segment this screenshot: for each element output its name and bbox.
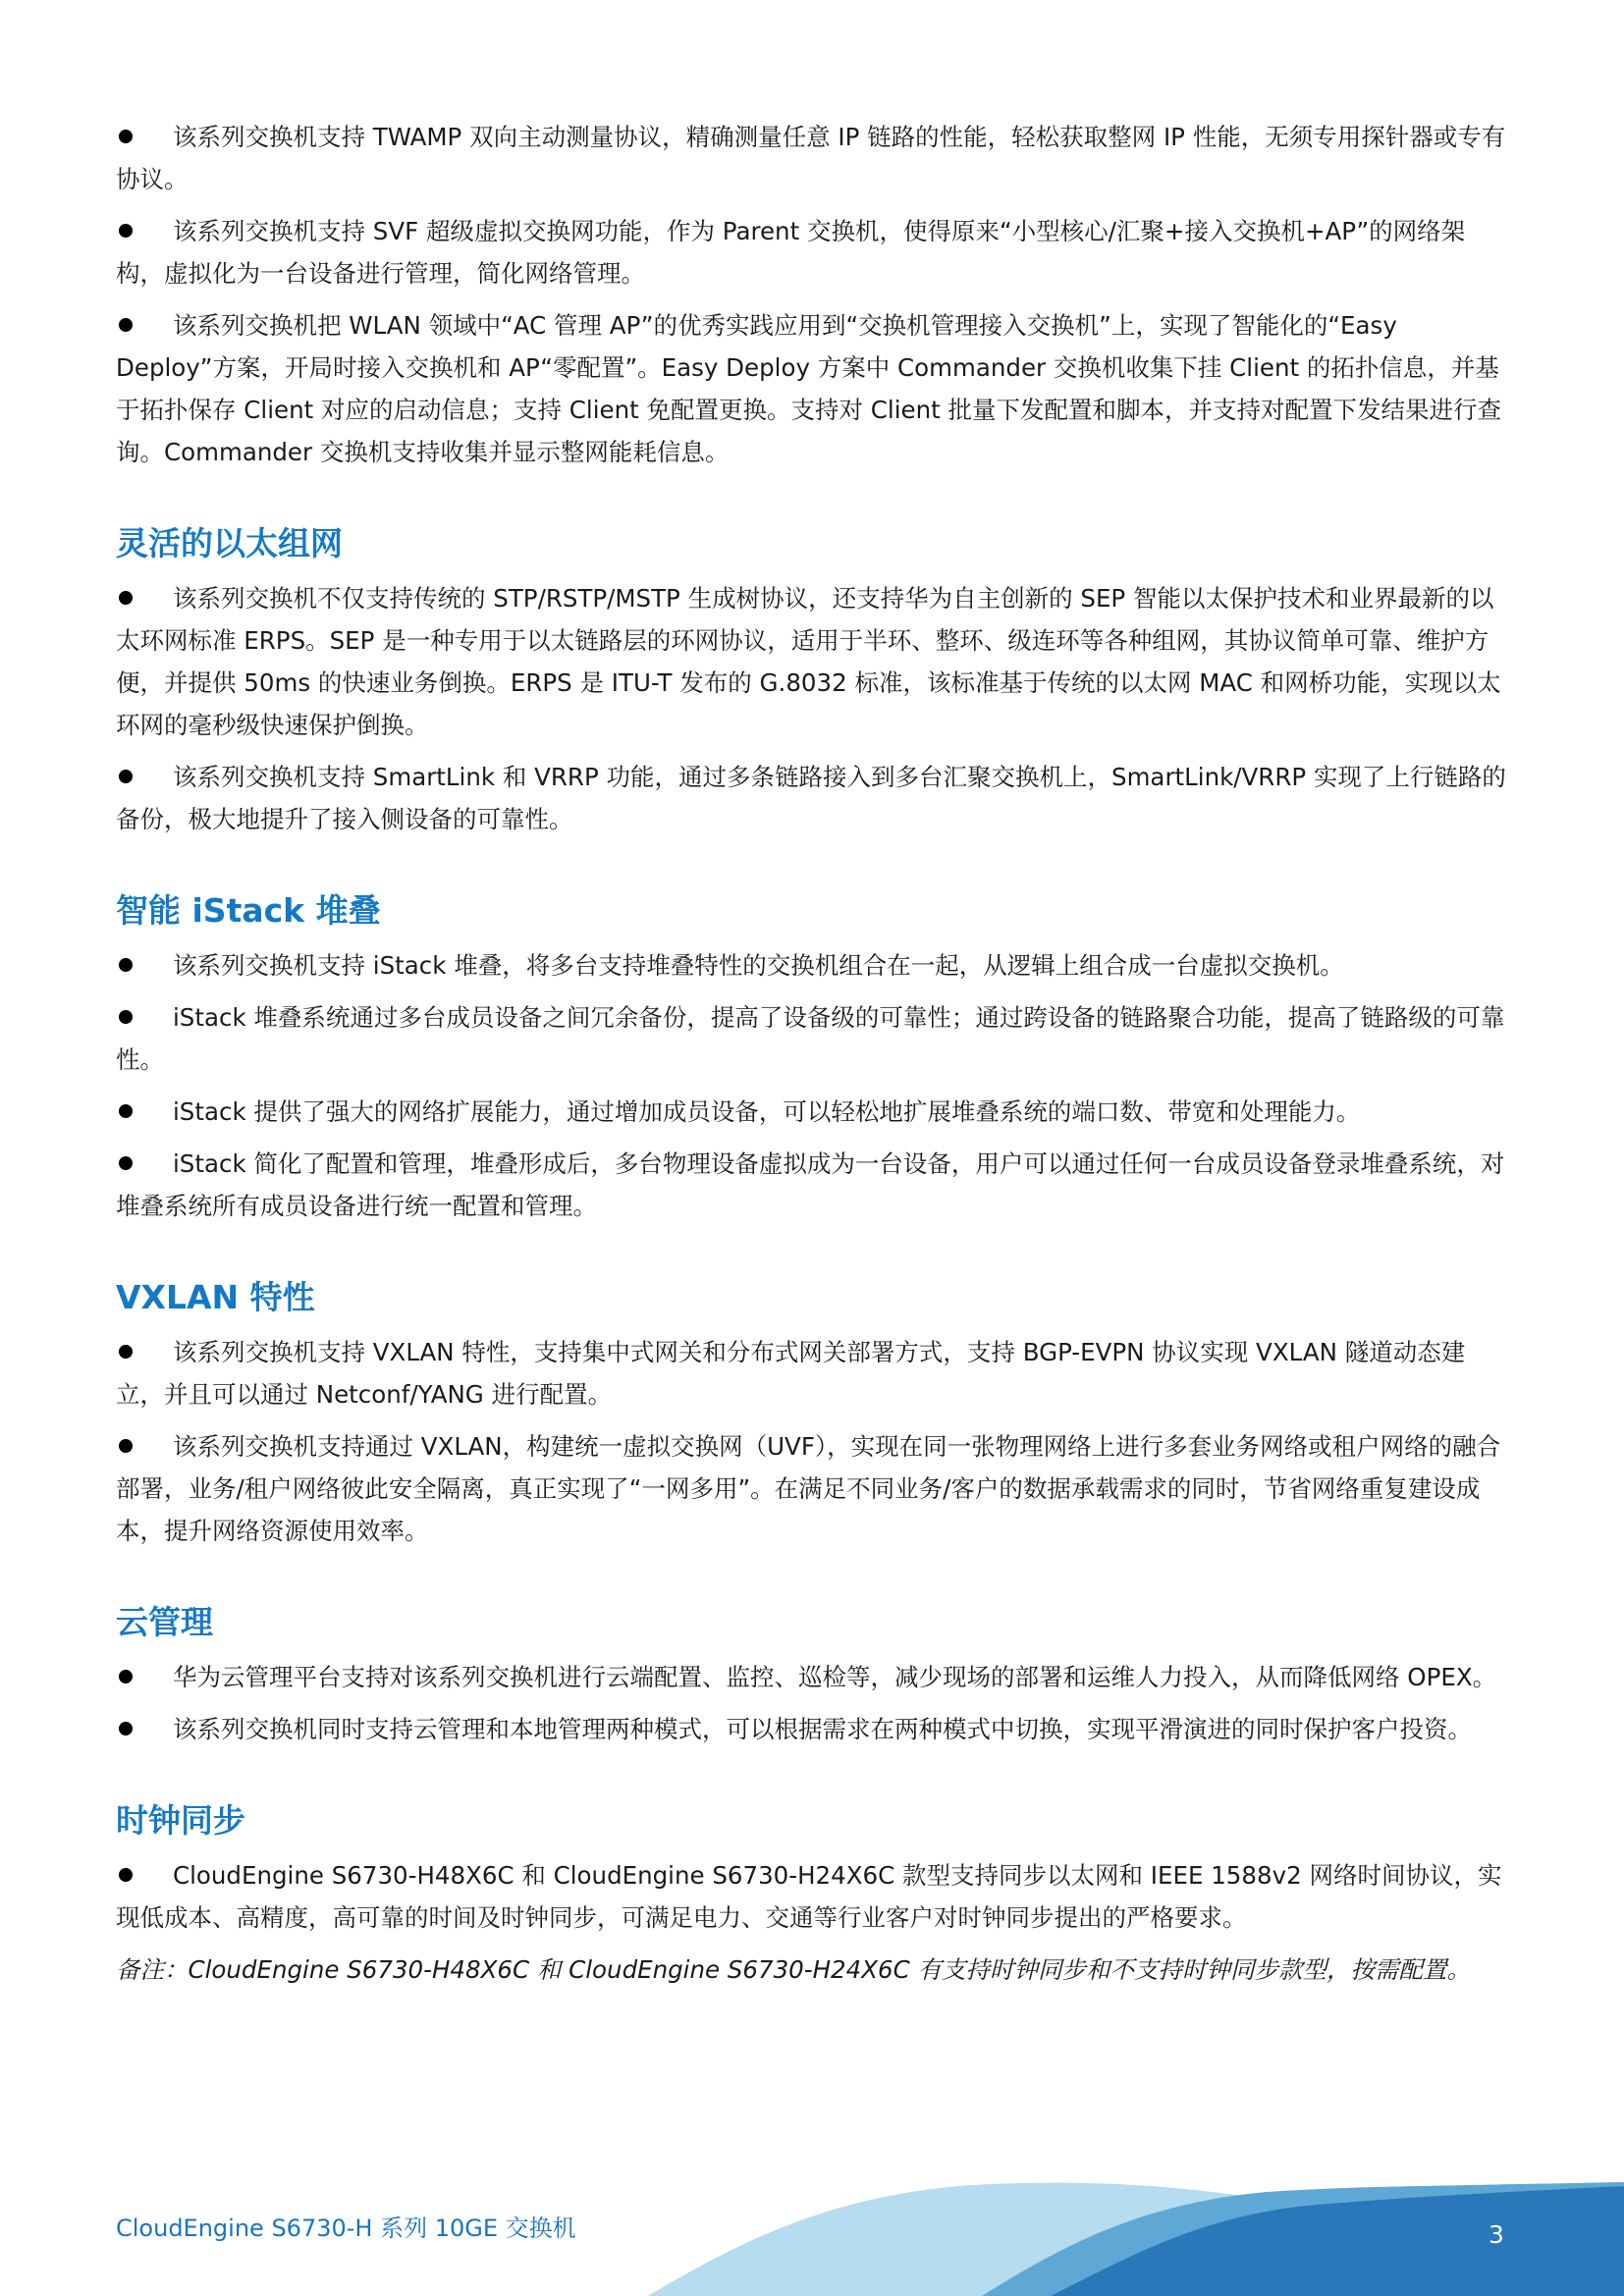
bullet-dot-icon [119,1722,133,1735]
bullet-text: 该系列交换机不仅支持传统的 STP/RSTP/MSTP 生成树协议，还支持华为自主创新的 SEP 智能以太保护技术和业界最新的以太环网标准 ERPS。SEP 是一种专用于以太链路层的环网协议，适用于半环、整环、级连环等各种组网，其协议简单可靠、维护方便，并提供 50ms 的快速业务倒换。ERPS 是 ITU-T 发布的 G.8032 标准，该标准基于传统的以太网 MAC 和网桥功能，实现以太环网的毫秒级快速保护倒换。 [116,584,1501,739]
bullet-clock-1 [116,1854,1506,1939]
clock-note: 备注：CloudEngine S6730-H48X6C 和 CloudEngine S6730-H24X6C 有支持时钟同步和不支持时钟同步款型，按需配置。 [116,1955,1471,1984]
section-title-istack: 智能 iStack 堆叠 [116,891,381,930]
bullet-text: CloudEngine S6730-H48X6C 和 CloudEngine S6730-H24X6C 款型支持同步以太网和 IEEE 1588v2 网络时间协议，实现低成本、高精度，高可靠的时间及时钟同步，可满足电力、交通等行业客户对时钟同步提出的严格要求。 [116,1861,1502,1932]
bullet-dot-icon [119,130,133,143]
bullet-dot-icon [119,591,133,605]
section-title-clock: 时钟同步 [116,1801,245,1840]
bullet-text: 该系列交换机支持 SVF 超级虚拟交换网功能，作为 Parent 交换机，使得原来“小型核心/汇聚+接入交换机+AP”的网络架构，虚拟化为一台设备进行管理，简化网络管理。 [116,217,1466,288]
bullet-istack-2 [116,996,1506,1081]
bullet-text: 该系列交换机支持 iStack 堆叠，将多台支持堆叠特性的交换机组合在一起，从逻辑上组合成一台虚拟交换机。 [173,951,1344,980]
section-title-vxlan: VXLAN 特性 [116,1278,315,1316]
bullet-text: 该系列交换机同时支持云管理和本地管理两种模式，可以根据需求在两种模式中切换，实现平滑演进的同时保护客户投资。 [173,1715,1472,1743]
section-title-ethernet: 灵活的以太组网 [116,524,343,562]
bullet-easy-deploy [116,304,1506,473]
bullet-dot-icon [119,958,133,972]
bullet-dot-icon [119,1104,133,1118]
bullet-text: 该系列交换机把 WLAN 领域中“AC 管理 AP”的优秀实践应用到“交换机管理接入交换机”上，实现了智能化的“Easy Deploy”方案，开局时接入交换机和 AP“零配置”。Easy Deploy 方案中 Commander 交换机收集下挂 Client 的拓扑信息，并基于拓扑保存 Client 对应的启动信息；支持 Client 免配置更换。支持对 Client 批量下发配置和脚本，并支持对配置下发结果进行查询。Commander 交换机支持收集并显示整网能耗信息。 [116,311,1502,466]
bullet-dot-icon [119,1156,133,1170]
footer-title: CloudEngine S6730-H 系列 10GE 交换机 [116,2215,576,2242]
document-body [116,116,1506,1991]
bullet-dot-icon [119,1670,133,1683]
bullet-dot-icon [119,224,133,238]
bullet-istack-3 [116,1091,1506,1133]
bullet-dot-icon [119,770,133,783]
bullet-text: 华为云管理平台支持对该系列交换机进行云端配置、监控、巡检等，减少现场的部署和运维人力投入，从而降低网络 OPEX。 [173,1663,1497,1691]
bullet-text: 该系列交换机支持通过 VXLAN，构建统一虚拟交换网（UVF），实现在同一张物理网络上进行多套业务网络或租户网络的融合部署，业务/租户网络彼此安全隔离，真正实现了“一网多用”。在满足不同业务/客户的数据承载需求的同时，节省网络重复建设成本，提升网络资源使用效率。 [116,1432,1501,1545]
bullet-smartlink-vrrp [116,756,1506,840]
bullet-text: iStack 简化了配置和管理，堆叠形成后，多台物理设备虚拟成为一台设备，用户可以通过任何一台成员设备登录堆叠系统，对堆叠系统所有成员设备进行统一配置和管理。 [116,1149,1505,1220]
bullet-vxlan-2 [116,1425,1506,1552]
bullet-dot-icon [119,1010,133,1024]
bullet-cloud-2 [116,1708,1506,1750]
page-number: 3 [1489,2220,1504,2249]
bullet-text: 该系列交换机支持 TWAMP 双向主动测量协议，精确测量任意 IP 链路的性能，轻松获取整网 IP 性能，无须专用探针器或专有协议。 [116,123,1506,193]
bullet-stp-sep-erps [116,577,1506,746]
bullet-dot-icon [119,1868,133,1882]
bullet-istack-1 [116,944,1506,987]
bullet-text: iStack 堆叠系统通过多台成员设备之间冗余备份，提高了设备级的可靠性；通过跨设备的链路聚合功能，提高了链路级的可靠性。 [116,1003,1505,1074]
bullet-dot-icon [119,1345,133,1359]
bullet-text: 该系列交换机支持 SmartLink 和 VRRP 功能，通过多条链路接入到多台汇聚交换机上，SmartLink/VRRP 实现了上行链路的备份，极大地提升了接入侧设备的可靠性。 [116,763,1506,833]
bullet-svf [116,210,1506,294]
bullet-istack-4 [116,1143,1506,1227]
bullet-cloud-1 [116,1656,1506,1698]
bullet-vxlan-1 [116,1331,1506,1415]
bullet-twamp [116,116,1506,200]
bullet-text: iStack 提供了强大的网络扩展能力，通过增加成员设备，可以轻松地扩展堆叠系统的端口数、带宽和处理能力。 [173,1097,1361,1126]
bullet-dot-icon [119,1439,133,1453]
bullet-dot-icon [119,318,133,332]
bullet-text: 该系列交换机支持 VXLAN 特性，支持集中式网关和分布式网关部署方式，支持 BGP-EVPN 协议实现 VXLAN 隧道动态建立，并且可以通过 Netconf/YANG 进行配置。 [116,1338,1466,1409]
section-title-cloud: 云管理 [116,1603,213,1641]
